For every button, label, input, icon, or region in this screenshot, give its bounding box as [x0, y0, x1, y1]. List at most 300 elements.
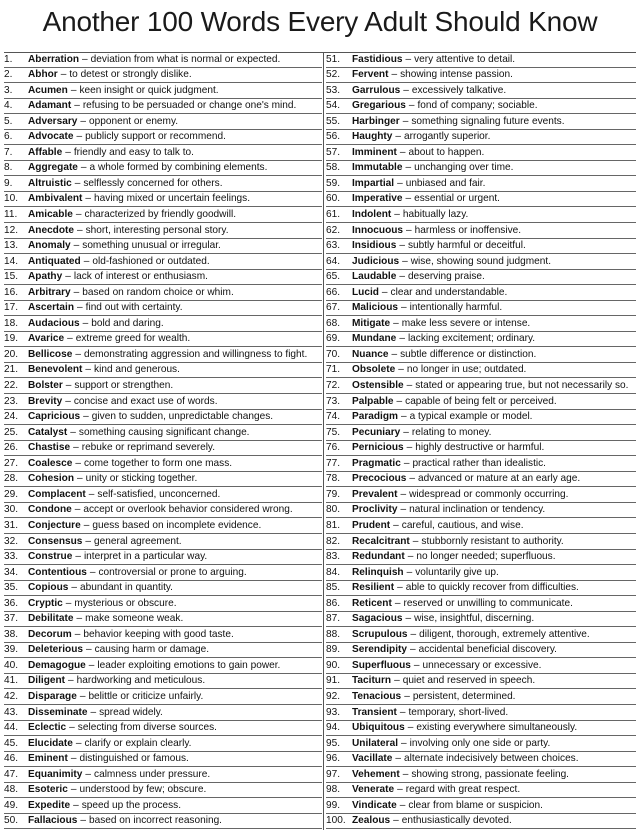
entry-word: Audacious [28, 317, 80, 329]
entry-separator: – [70, 753, 77, 765]
entry-word: Copious [28, 582, 69, 594]
entry-number: 55. [326, 115, 341, 127]
entry-number: 63. [326, 240, 341, 252]
entry-number: 94. [326, 722, 341, 734]
word-entry [326, 332, 636, 348]
entry-separator: – [76, 131, 83, 143]
entry-separator: – [85, 644, 92, 656]
entry-word: Benevolent [28, 364, 83, 376]
word-entry [4, 674, 322, 690]
entry-word: Abhor [28, 69, 58, 81]
entry-separator: – [395, 131, 401, 143]
entry-word: Mundane [352, 333, 397, 345]
entry-separator: – [393, 815, 399, 827]
entry-number: 44. [4, 722, 19, 734]
entry-separator: – [65, 380, 72, 392]
word-entry [4, 192, 322, 208]
entry-definition: something causing significant change. [78, 426, 250, 438]
entry-separator: – [400, 488, 407, 500]
entry-definition: subtly harmful or deceitful. [407, 240, 526, 252]
entry-definition: come together to form one mass. [83, 457, 233, 469]
word-entry [4, 487, 322, 503]
entry-number: 19. [4, 333, 19, 345]
word-entry [4, 736, 322, 752]
entry-separator: – [73, 286, 80, 298]
entry-word: Antiquated [28, 255, 81, 267]
word-entry [326, 145, 636, 161]
entry-definition: abundant in quantity. [80, 582, 173, 594]
page-title: Another 100 Words Every Adult Should Know [42, 6, 598, 37]
entry-separator: – [393, 317, 399, 329]
entry-word: Fallacious [28, 815, 78, 827]
word-entry [4, 239, 322, 255]
entry-number: 14. [4, 255, 19, 267]
word-entry [4, 472, 322, 488]
entry-separator: – [400, 504, 407, 516]
entry-definition: short, interesting personal story. [85, 224, 229, 236]
entry-number: 84. [326, 566, 341, 578]
entry-number: 36. [4, 597, 19, 609]
entry-number: 48. [4, 784, 19, 796]
entry-separator: – [398, 364, 404, 376]
entry-separator: – [405, 613, 412, 625]
word-entry [4, 301, 322, 317]
entry-word: Ostensible [352, 380, 404, 392]
entry-number: 75. [326, 426, 341, 438]
entry-separator: – [405, 162, 412, 174]
entry-number: 66. [326, 286, 341, 298]
entry-separator: – [77, 302, 83, 314]
entry-word: Elucidate [28, 737, 73, 749]
entry-number: 42. [4, 690, 19, 702]
entry-separator: – [74, 100, 80, 112]
entry-definition: leader exploiting emotions to gain power. [97, 659, 281, 671]
entry-word: Eminent [28, 753, 68, 765]
entry-number: 51. [326, 53, 341, 65]
word-entry [4, 503, 322, 519]
entry-word: Serendipity [352, 644, 407, 656]
entry-number: 67. [326, 302, 341, 314]
entry-separator: – [85, 535, 92, 547]
entry-word: Impartial [352, 177, 395, 189]
entry-number: 25. [4, 426, 19, 438]
entry-word: Fervent [352, 69, 389, 81]
entry-word: Precocious [352, 473, 407, 485]
entry-definition: unbiased and fair. [405, 177, 486, 189]
word-entry [326, 223, 636, 239]
entry-number: 39. [4, 644, 19, 656]
entry-word: Anomaly [28, 240, 71, 252]
entry-number: 56. [326, 131, 341, 143]
entry-definition: self-satisfied, unconcerned. [97, 488, 221, 500]
entry-separator: – [397, 784, 403, 796]
entry-definition: causing harm or damage. [94, 644, 210, 656]
entry-number: 12. [4, 224, 19, 236]
entry-definition: intentionally harmful. [409, 302, 503, 314]
entry-separator: – [85, 364, 92, 376]
entry-number: 68. [326, 317, 341, 329]
entry-word: Debilitate [28, 613, 74, 625]
entry-number: 16. [4, 286, 19, 298]
entry-number: 77. [326, 457, 341, 469]
entry-number: 87. [326, 613, 341, 625]
word-entry [4, 207, 322, 223]
entry-separator: – [90, 706, 97, 718]
word-column-right [326, 52, 636, 829]
entry-separator: – [71, 582, 77, 594]
word-entry [326, 285, 636, 301]
entry-number: 26. [4, 442, 19, 454]
entry-definition: speed up the process. [81, 799, 182, 811]
entry-number: 76. [326, 442, 341, 454]
entry-word: Sagacious [352, 613, 403, 625]
entry-number: 21. [4, 364, 19, 376]
entry-word: Unilateral [352, 737, 398, 749]
word-entry [326, 689, 636, 705]
word-entry [326, 239, 636, 255]
word-entry [4, 410, 322, 426]
entry-separator: – [397, 177, 403, 189]
entry-word: Pernicious [352, 442, 404, 454]
entry-definition: lack of interest or enthusiasm. [73, 271, 208, 283]
entry-separator: – [80, 815, 86, 827]
entry-separator: – [402, 255, 408, 267]
entry-definition: make someone weak. [85, 613, 184, 625]
entry-number: 3. [4, 84, 13, 96]
word-entry [4, 565, 322, 581]
entry-number: 92. [326, 690, 341, 702]
entry-separator: – [88, 488, 95, 500]
entry-separator: – [403, 426, 409, 438]
entry-separator: – [406, 566, 413, 578]
entry-word: Judicious [352, 255, 400, 267]
entry-definition: arrogantly superior. [404, 131, 491, 143]
word-entry [326, 301, 636, 317]
entry-number: 79. [326, 488, 341, 500]
word-entry [326, 378, 636, 394]
word-entry [4, 114, 322, 130]
entry-definition: something unusual or irregular. [82, 240, 221, 252]
word-entry [326, 410, 636, 426]
entry-word: Haughty [352, 131, 393, 143]
word-entry [4, 643, 322, 659]
word-entry [326, 798, 636, 814]
entry-separator: – [68, 675, 74, 687]
entry-word: Indolent [352, 209, 392, 221]
entry-number: 52. [326, 69, 341, 81]
word-entry [4, 534, 322, 550]
entry-definition: harmless or inoffensive. [414, 224, 522, 236]
entry-word: Chastise [28, 442, 71, 454]
entry-separator: – [401, 411, 407, 423]
entry-definition: keen insight or quick judgment. [79, 84, 219, 96]
entry-definition: selecting from diverse sources. [77, 722, 217, 734]
entry-separator: – [413, 659, 420, 671]
entry-definition: highly destructive or harmful. [415, 442, 545, 454]
entry-definition: temporary, short-lived. [408, 706, 509, 718]
entry-definition: demonstrating aggression and willingness to fight. [83, 348, 308, 360]
entry-definition: clear and understandable. [390, 286, 508, 298]
entry-separator: – [399, 799, 406, 811]
entry-word: Vindicate [352, 799, 397, 811]
word-entry [326, 643, 636, 659]
entry-definition: accept or overlook behavior considered wrong. [83, 504, 293, 516]
entry-word: Immutable [352, 162, 403, 174]
word-entry [326, 316, 636, 332]
entry-number: 2. [4, 69, 13, 81]
entry-word: Disparage [28, 690, 77, 702]
word-entry [326, 503, 636, 519]
entry-word: Catalyst [28, 426, 68, 438]
entry-separator: – [393, 519, 399, 531]
entry-definition: selflessly concerned for others. [83, 177, 223, 189]
entry-separator: – [80, 115, 87, 127]
entry-number: 80. [326, 504, 341, 516]
entry-number: 33. [4, 551, 19, 563]
entry-definition: mysterious or obscure. [74, 597, 177, 609]
word-entry [326, 721, 636, 737]
entry-number: 60. [326, 193, 341, 205]
entry-word: Insidious [352, 240, 397, 252]
entry-number: 18. [4, 317, 19, 329]
entry-number: 38. [4, 628, 19, 640]
entry-word: Vehement [352, 768, 400, 780]
entry-definition: kind and generous. [94, 364, 180, 376]
word-entry [4, 689, 322, 705]
word-entry [326, 658, 636, 674]
word-entry [4, 99, 322, 115]
word-entry [4, 378, 322, 394]
word-entry [4, 363, 322, 379]
word-entry [326, 254, 636, 270]
entry-number: 32. [4, 535, 19, 547]
entry-definition: find out with certainty. [85, 302, 183, 314]
entry-word: Altruistic [28, 177, 72, 189]
entry-separator: – [406, 442, 413, 454]
entry-number: 37. [4, 613, 19, 625]
entry-word: Recalcitrant [352, 535, 410, 547]
entry-word: Eclectic [28, 722, 67, 734]
entry-word: Pecuniary [352, 426, 401, 438]
entry-number: 99. [326, 799, 341, 811]
word-entry [4, 285, 322, 301]
entry-word: Venerate [352, 784, 395, 796]
entry-word: Equanimity [28, 768, 83, 780]
entry-separator: – [85, 768, 92, 780]
word-entry [4, 52, 322, 68]
word-entry [326, 472, 636, 488]
entry-number: 15. [4, 271, 19, 283]
entry-word: Acumen [28, 84, 68, 96]
entry-separator: – [60, 69, 67, 81]
entry-word: Gregarious [352, 100, 406, 112]
word-entry [4, 721, 322, 737]
entry-word: Decorum [28, 628, 72, 640]
entry-word: Apathy [28, 271, 63, 283]
entry-separator: – [407, 722, 414, 734]
word-entry [4, 798, 322, 814]
entry-separator: – [83, 255, 90, 267]
entry-separator: – [396, 395, 403, 407]
word-entry [4, 254, 322, 270]
entry-number: 91. [326, 675, 341, 687]
entry-number: 85. [326, 582, 341, 594]
entry-separator: – [391, 348, 398, 360]
entry-definition: essential or urgent. [414, 193, 500, 205]
entry-definition: opponent or enemy. [89, 115, 179, 127]
entry-word: Amicable [28, 209, 73, 221]
entry-definition: unity or sticking together. [85, 473, 198, 485]
word-entry [326, 192, 636, 208]
entry-number: 86. [326, 597, 341, 609]
entry-definition: about to happen. [408, 146, 485, 158]
entry-number: 30. [4, 504, 19, 516]
entry-number: 57. [326, 146, 341, 158]
entry-number: 11. [4, 209, 18, 221]
word-column-left [4, 52, 322, 829]
word-entry [4, 518, 322, 534]
entry-word: Avarice [28, 333, 65, 345]
entry-separator: – [70, 84, 77, 96]
entry-definition: relating to money. [411, 426, 492, 438]
entry-definition: excessively talkative. [411, 84, 507, 96]
word-entry [326, 68, 636, 84]
entry-number: 40. [4, 659, 19, 671]
entry-number: 98. [326, 784, 341, 796]
entry-definition: careful, cautious, and wise. [401, 519, 524, 531]
entry-word: Vacillate [352, 753, 393, 765]
entry-separator: – [409, 644, 416, 656]
entry-number: 41. [4, 675, 19, 687]
entry-separator: – [73, 799, 79, 811]
entry-separator: – [75, 737, 82, 749]
entry-word: Scrupulous [352, 628, 408, 640]
entry-number: 73. [326, 395, 341, 407]
entry-word: Aberration [28, 53, 80, 65]
word-entry [326, 581, 636, 597]
entry-number: 72. [326, 380, 341, 392]
entry-definition: unnecessary or excessive. [422, 659, 542, 671]
entry-number: 62. [326, 224, 341, 236]
word-entry [4, 347, 322, 363]
entry-number: 28. [4, 473, 19, 485]
entry-definition: advanced or mature at an early age. [418, 473, 581, 485]
entry-word: Affable [28, 146, 63, 158]
entry-separator: – [70, 784, 77, 796]
entry-word: Cryptic [28, 597, 63, 609]
word-entry [4, 612, 322, 628]
entry-definition: having mixed or uncertain feelings. [94, 193, 251, 205]
entry-definition: based on random choice or whim. [82, 286, 234, 298]
entry-definition: belittle or criticize unfairly. [88, 690, 204, 702]
entry-definition: interpret in a particular way. [83, 551, 208, 563]
entry-definition: voluntarily give up. [415, 566, 499, 578]
entry-number: 89. [326, 644, 341, 656]
entry-separator: – [75, 348, 81, 360]
word-entry [4, 161, 322, 177]
entry-separator: – [89, 566, 96, 578]
entry-definition: distinguished or famous. [79, 753, 189, 765]
word-entry [326, 736, 636, 752]
entry-definition: habitually lazy. [402, 209, 469, 221]
entry-number: 6. [4, 131, 13, 143]
entry-separator: – [67, 333, 73, 345]
word-entry [326, 83, 636, 99]
entry-definition: make less severe or intense. [401, 317, 531, 329]
entry-separator: – [397, 582, 403, 594]
entry-definition: deserving praise. [407, 271, 485, 283]
word-entry [326, 161, 636, 177]
entry-number: 46. [4, 753, 19, 765]
entry-word: Transient [352, 706, 397, 718]
entry-word: Diligent [28, 675, 66, 687]
entry-definition: able to quickly recover from difficulties. [405, 582, 579, 594]
entry-word: Nuance [352, 348, 389, 360]
word-entry [4, 627, 322, 643]
entry-number: 100. [326, 815, 346, 827]
entry-definition: refusing to be persuaded or change one's mind. [82, 100, 297, 112]
entry-word: Lucid [352, 286, 379, 298]
entry-definition: guess based on incomplete evidence. [92, 519, 262, 531]
entry-definition: to detest or strongly dislike. [69, 69, 192, 81]
entry-number: 95. [326, 737, 341, 749]
entry-definition: no longer needed; superfluous. [416, 551, 556, 563]
word-entry [4, 814, 322, 830]
entry-definition: subtle difference or distinction. [400, 348, 537, 360]
entry-definition: enthusiastically devoted. [401, 815, 512, 827]
word-entry [326, 612, 636, 628]
entry-definition: extreme greed for wealth. [75, 333, 191, 345]
word-entry [4, 658, 322, 674]
entry-separator: – [399, 271, 405, 283]
entry-number: 10. [4, 193, 19, 205]
entry-definition: publicly support or recommend. [85, 131, 226, 143]
word-entry [4, 441, 322, 457]
word-entry [326, 565, 636, 581]
word-entry [326, 705, 636, 721]
entry-definition: stubbornly resistant to authority. [421, 535, 564, 547]
word-entry [4, 783, 322, 799]
entry-number: 70. [326, 348, 341, 360]
entry-number: 71. [326, 364, 341, 376]
word-entry [326, 99, 636, 115]
entry-number: 74. [326, 411, 341, 423]
entry-definition: a typical example or model. [409, 411, 533, 423]
entry-word: Zealous [352, 815, 391, 827]
entry-definition: existing everywhere simultaneously. [416, 722, 578, 734]
entry-separator: – [70, 426, 76, 438]
word-entry [4, 581, 322, 597]
entry-word: Mitigate [352, 317, 391, 329]
entry-number: 54. [326, 100, 341, 112]
entry-definition: concise and exact use of words. [73, 395, 218, 407]
entry-number: 78. [326, 473, 341, 485]
entry-word: Complacent [28, 488, 86, 500]
entry-separator: – [82, 317, 89, 329]
entry-number: 88. [326, 628, 341, 640]
entry-definition: based on incorrect reasoning. [89, 815, 222, 827]
entry-word: Adamant [28, 100, 72, 112]
entry-word: Deleterious [28, 644, 83, 656]
entry-separator: – [412, 535, 419, 547]
entry-separator: – [407, 551, 414, 563]
entry-word: Prevalent [352, 488, 398, 500]
entry-number: 29. [4, 488, 19, 500]
entry-definition: reserved or unwilling to communicate. [403, 597, 573, 609]
entry-word: Obsolete [352, 364, 396, 376]
column-divider [323, 52, 324, 830]
entry-word: Anecdote [28, 224, 74, 236]
